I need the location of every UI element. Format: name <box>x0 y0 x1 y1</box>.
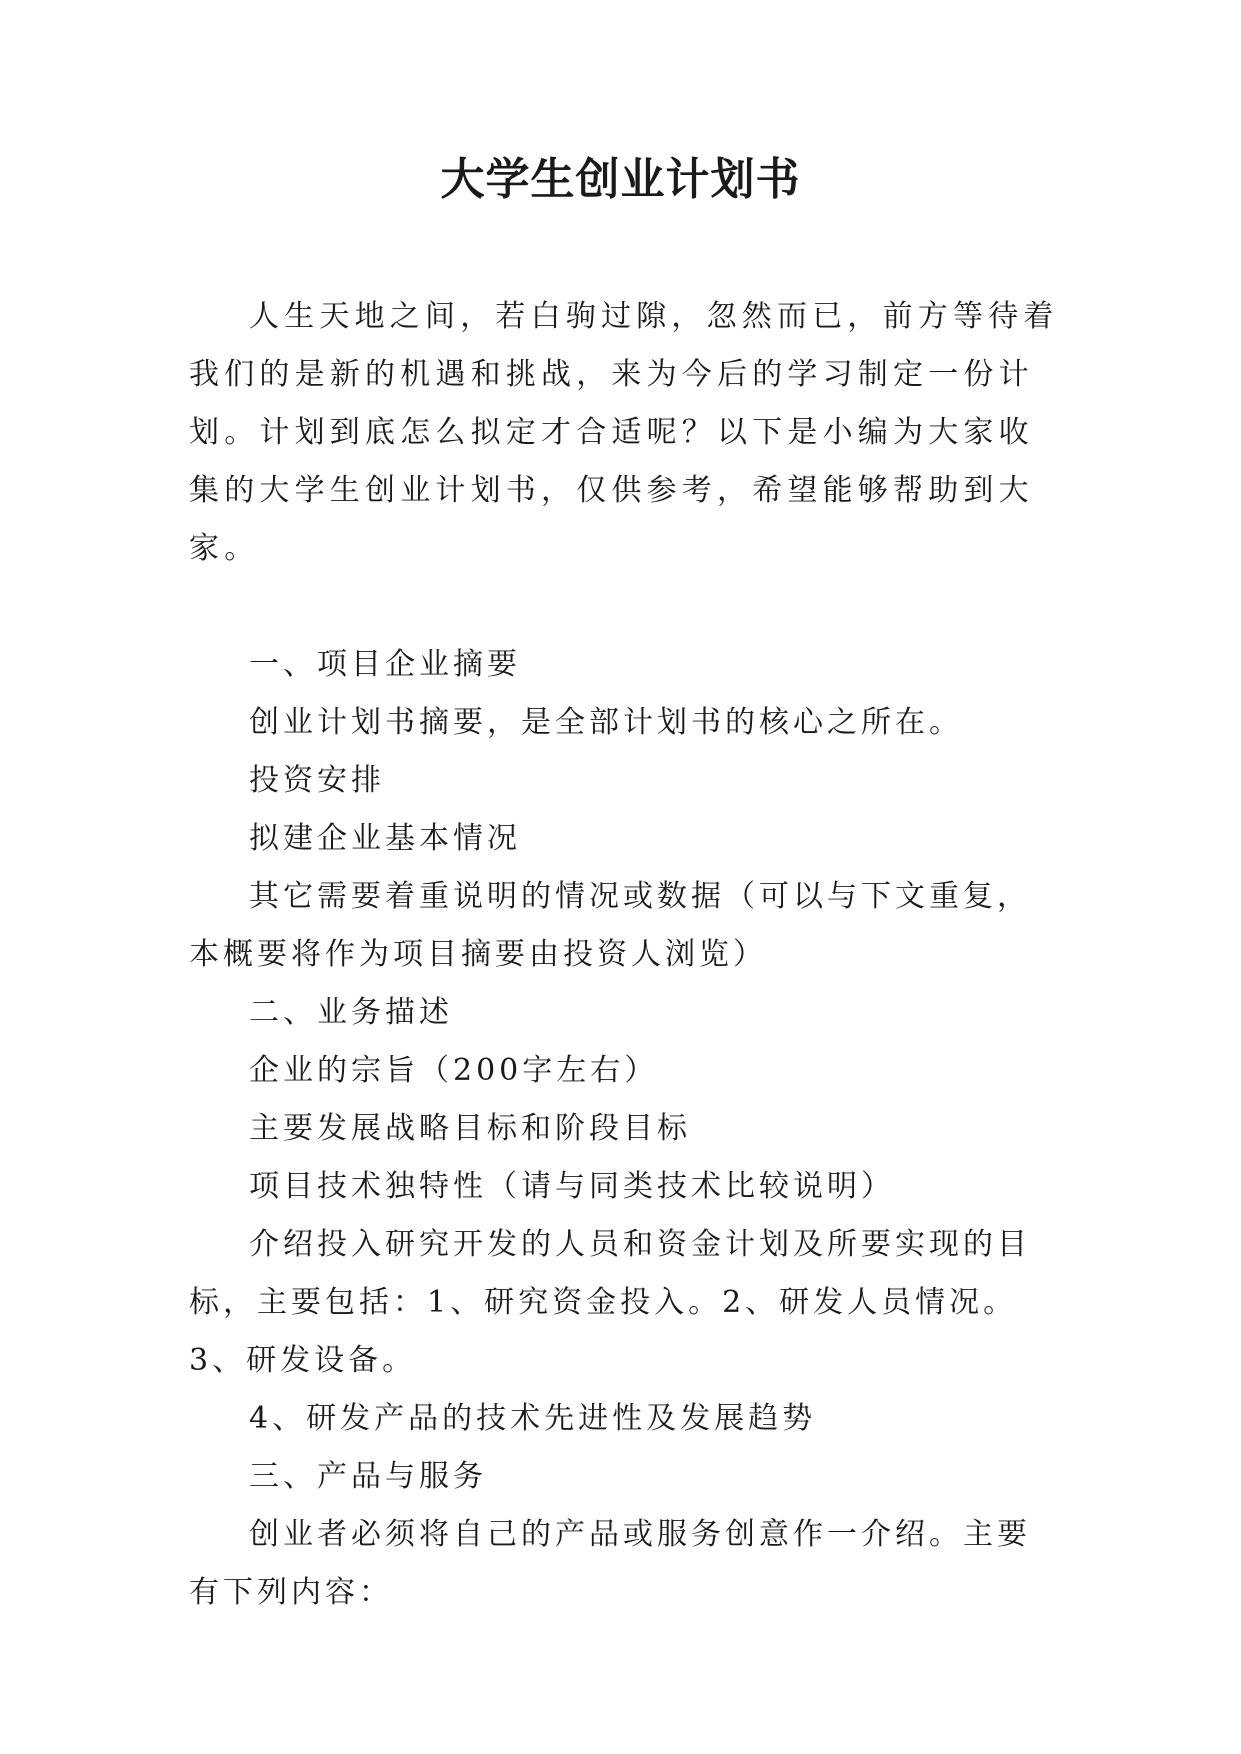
body-paragraph: 企业的宗旨（200字左右） <box>249 1053 659 1088</box>
body-paragraph: 介绍投入研究开发的人员和资金计划及所要实现的目标，主要包括：1、研究资金投入。2、研发人员情况。3、研发设备。 <box>189 1227 1031 1378</box>
paragraph-spacer <box>189 578 1061 636</box>
body-paragraph: 其它需要着重说明的情况或数据（可以与下文重复，本概要将作为项目摘要由投资人浏览） <box>189 879 1031 972</box>
section-heading-2: 二、业务描述 <box>249 995 453 1030</box>
section-heading-1: 一、项目企业摘要 <box>249 647 521 682</box>
intro-paragraph: 人生天地之间，若白驹过隙，忽然而已，前方等待着我们的是新的机遇和挑战，来为今后的学习制定一份计划。计划到底怎么拟定才合适呢？以下是小编为大家收集的大学生创业计划书，仅供参考，希望能够帮助到大家。 <box>189 299 1059 566</box>
body-paragraph: 4、研发产品的技术先进性及发展趋势 <box>249 1401 817 1436</box>
document-title: 大学生创业计划书 <box>440 154 801 205</box>
body-paragraph: 项目技术独特性（请与同类技术比较说明） <box>249 1169 895 1204</box>
document-body <box>189 288 1061 1622</box>
body-paragraph: 创业计划书摘要，是全部计划书的核心之所在。 <box>249 705 963 740</box>
body-paragraph: 投资安排 <box>249 763 385 798</box>
body-paragraph: 主要发展战略目标和阶段目标 <box>249 1111 691 1146</box>
body-paragraph: 创业者必须将自己的产品或服务创意作一介绍。主要有下列内容： <box>189 1517 1031 1610</box>
section-heading-3: 三、产品与服务 <box>249 1459 487 1494</box>
body-paragraph: 拟建企业基本情况 <box>249 821 521 856</box>
